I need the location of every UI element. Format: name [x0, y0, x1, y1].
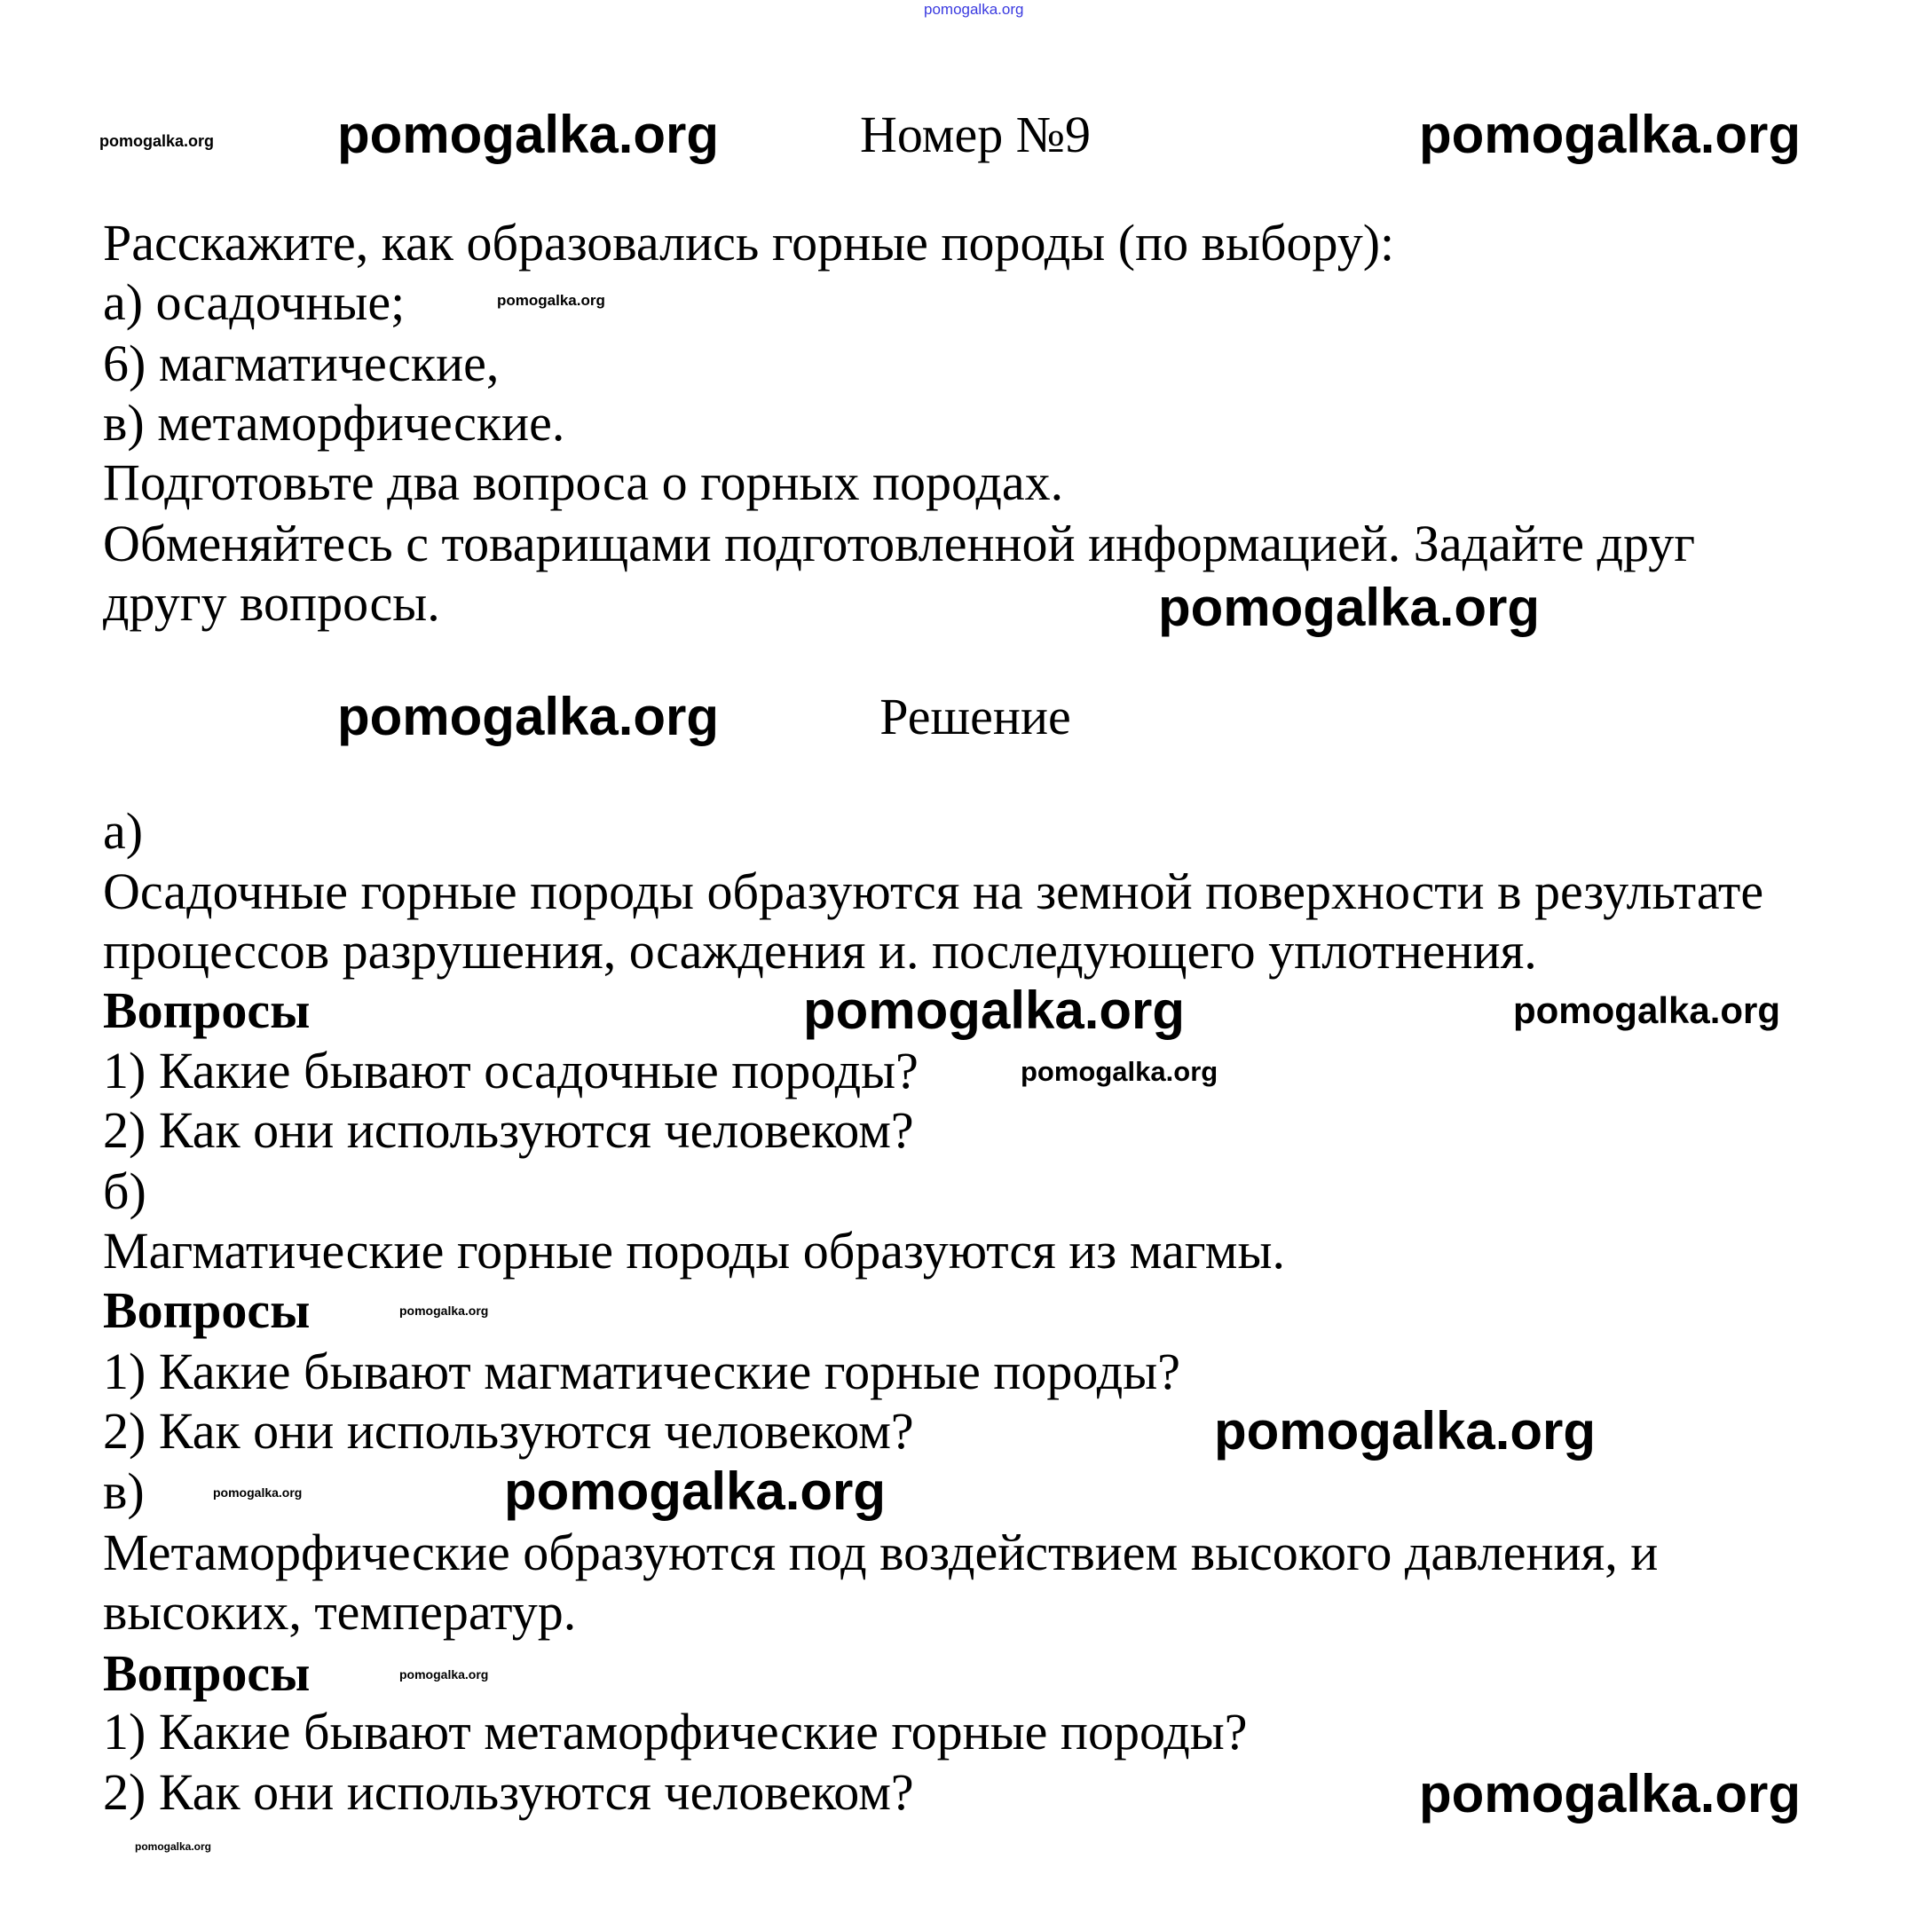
watermark: pomogalka.org — [135, 1840, 212, 1853]
question: 2) Как они используются человеком? — [103, 1402, 914, 1460]
section-text: высоких, температур. — [103, 1583, 577, 1641]
question: 2) Как они используются человеком? — [103, 1763, 914, 1821]
section-text: Осадочные горные породы образуются на земной поверхности в результате — [103, 862, 1764, 920]
watermark: pomogalka.org — [399, 1667, 489, 1682]
watermark: pomogalka.org — [497, 292, 605, 309]
watermark: pomogalka.org — [504, 1461, 887, 1521]
task-line: Подготовьте два вопроса о горных породах. — [103, 453, 1064, 511]
task-line: в) метаморфические. — [103, 394, 565, 452]
section-label: б) — [103, 1162, 146, 1220]
task-line: а) осадочные; — [103, 273, 406, 331]
watermark: pomogalka.org — [337, 687, 720, 746]
section-label: в) — [103, 1462, 145, 1520]
watermark: pomogalka.org — [337, 105, 720, 164]
watermark: pomogalka.org — [1214, 1401, 1597, 1461]
task-line: Обменяйтесь с товарищами подготовленной информацией. Задайте друг — [103, 515, 1696, 572]
task-line: Расскажите, как образовались горные породы (по выбору): — [103, 214, 1395, 272]
watermark: pomogalka.org — [1419, 1764, 1802, 1823]
watermark: pomogalka.org — [1021, 1056, 1218, 1087]
watermark: pomogalka.org — [1513, 989, 1781, 1031]
questions-heading: Вопросы — [103, 1644, 311, 1702]
section-text: Магматические горные породы образуются из магмы. — [103, 1222, 1285, 1280]
question: 1) Какие бывают метаморфические горные породы? — [103, 1703, 1248, 1760]
watermark: pomogalka.org — [213, 1485, 303, 1500]
questions-heading: Вопросы — [103, 1281, 311, 1339]
solution-heading: Решение — [879, 688, 1071, 745]
task-line: другу вопросы. — [103, 574, 440, 632]
section-label: а) — [103, 802, 144, 860]
section-text: процессов разрушения, осаждения и. последующего уплотнения. — [103, 922, 1537, 980]
page-title: Номер №9 — [859, 106, 1092, 163]
watermark: pomogalka.org — [399, 1304, 489, 1318]
watermark: pomogalka.org — [99, 132, 215, 150]
watermark: pomogalka.org — [803, 981, 1186, 1040]
watermark: pomogalka.org — [1158, 578, 1541, 637]
questions-heading: Вопросы — [103, 981, 311, 1039]
question: 2) Как они используются человеком? — [103, 1101, 914, 1159]
question: 1) Какие бывают осадочные породы? — [103, 1042, 919, 1099]
task-line: 6) магматические, — [103, 335, 500, 392]
watermark: pomogalka.org — [1419, 105, 1802, 164]
header-watermark[interactable]: pomogalka.org — [924, 1, 1024, 18]
question: 1) Какие бывают магматические горные породы? — [103, 1343, 1180, 1400]
section-text: Метаморфические образуются под воздействием высокого давления, и — [103, 1524, 1659, 1581]
